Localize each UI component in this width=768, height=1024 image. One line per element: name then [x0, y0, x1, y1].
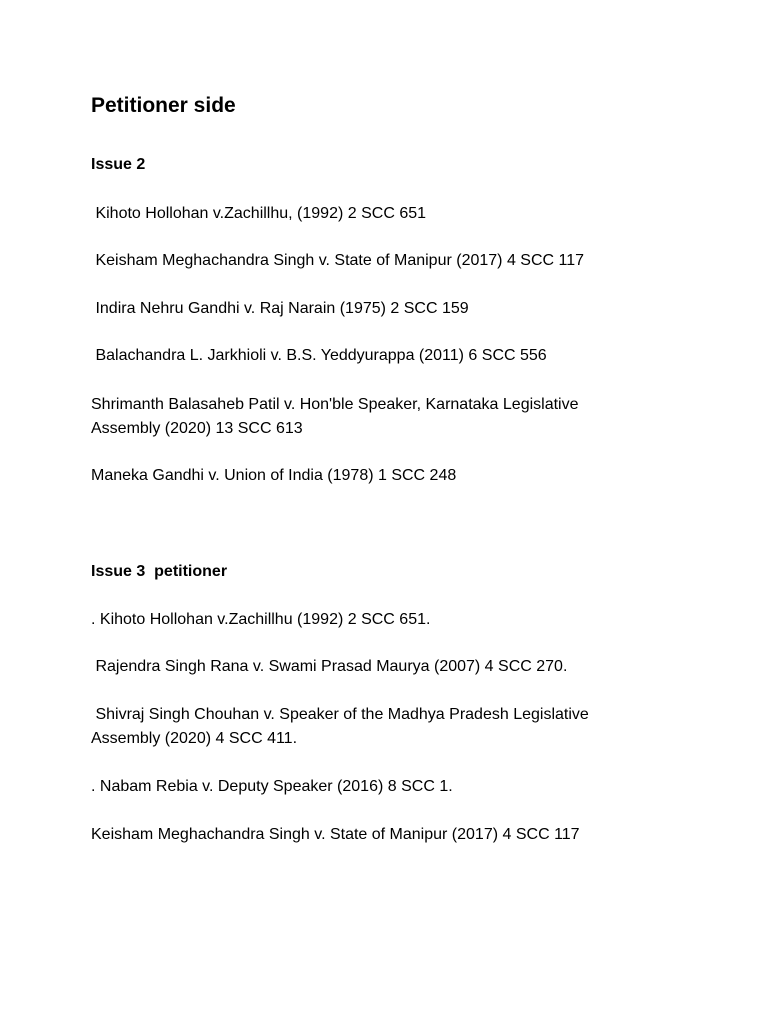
issue-3-citation: . Kihoto Hollohan v.Zachillhu (1992) 2 SCC 651. — [91, 611, 431, 628]
issue-3-citation: Rajendra Singh Rana v. Swami Prasad Maurya (2007) 4 SCC 270. — [91, 658, 568, 675]
issue-3-citation: . Nabam Rebia v. Deputy Speaker (2016) 8 SCC 1. — [91, 778, 453, 795]
issue-3-heading: Issue 3 petitioner — [91, 563, 228, 580]
issue-2-citation: Maneka Gandhi v. Union of India (1978) 1 SCC 248 — [91, 467, 457, 484]
issue-3-citation: Shivraj Singh Chouhan v. Speaker of the Madhya Pradesh Legislative Assembly (2020) 4 SCC 411. — [91, 706, 593, 747]
issue-3-citation: Keisham Meghachandra Singh v. State of Manipur (2017) 4 SCC 117 — [91, 826, 580, 843]
issue-2-citation: Shrimanth Balasaheb Patil v. Hon'ble Speaker, Karnataka Legislative Assembly (2020) 13 SCC 613 — [91, 396, 583, 437]
issue-2-citation: Balachandra L. Jarkhioli v. B.S. Yeddyurappa (2011) 6 SCC 556 — [91, 347, 547, 364]
issue-2-citation: Kihoto Hollohan v.Zachillhu, (1992) 2 SCC 651 — [91, 205, 427, 222]
document-title: Petitioner side — [91, 94, 236, 117]
issue-2-citation: Indira Nehru Gandhi v. Raj Narain (1975) 2 SCC 159 — [91, 300, 469, 317]
issue-2-heading: Issue 2 — [91, 156, 146, 173]
issue-2-citation: Keisham Meghachandra Singh v. State of Manipur (2017) 4 SCC 117 — [91, 252, 585, 269]
